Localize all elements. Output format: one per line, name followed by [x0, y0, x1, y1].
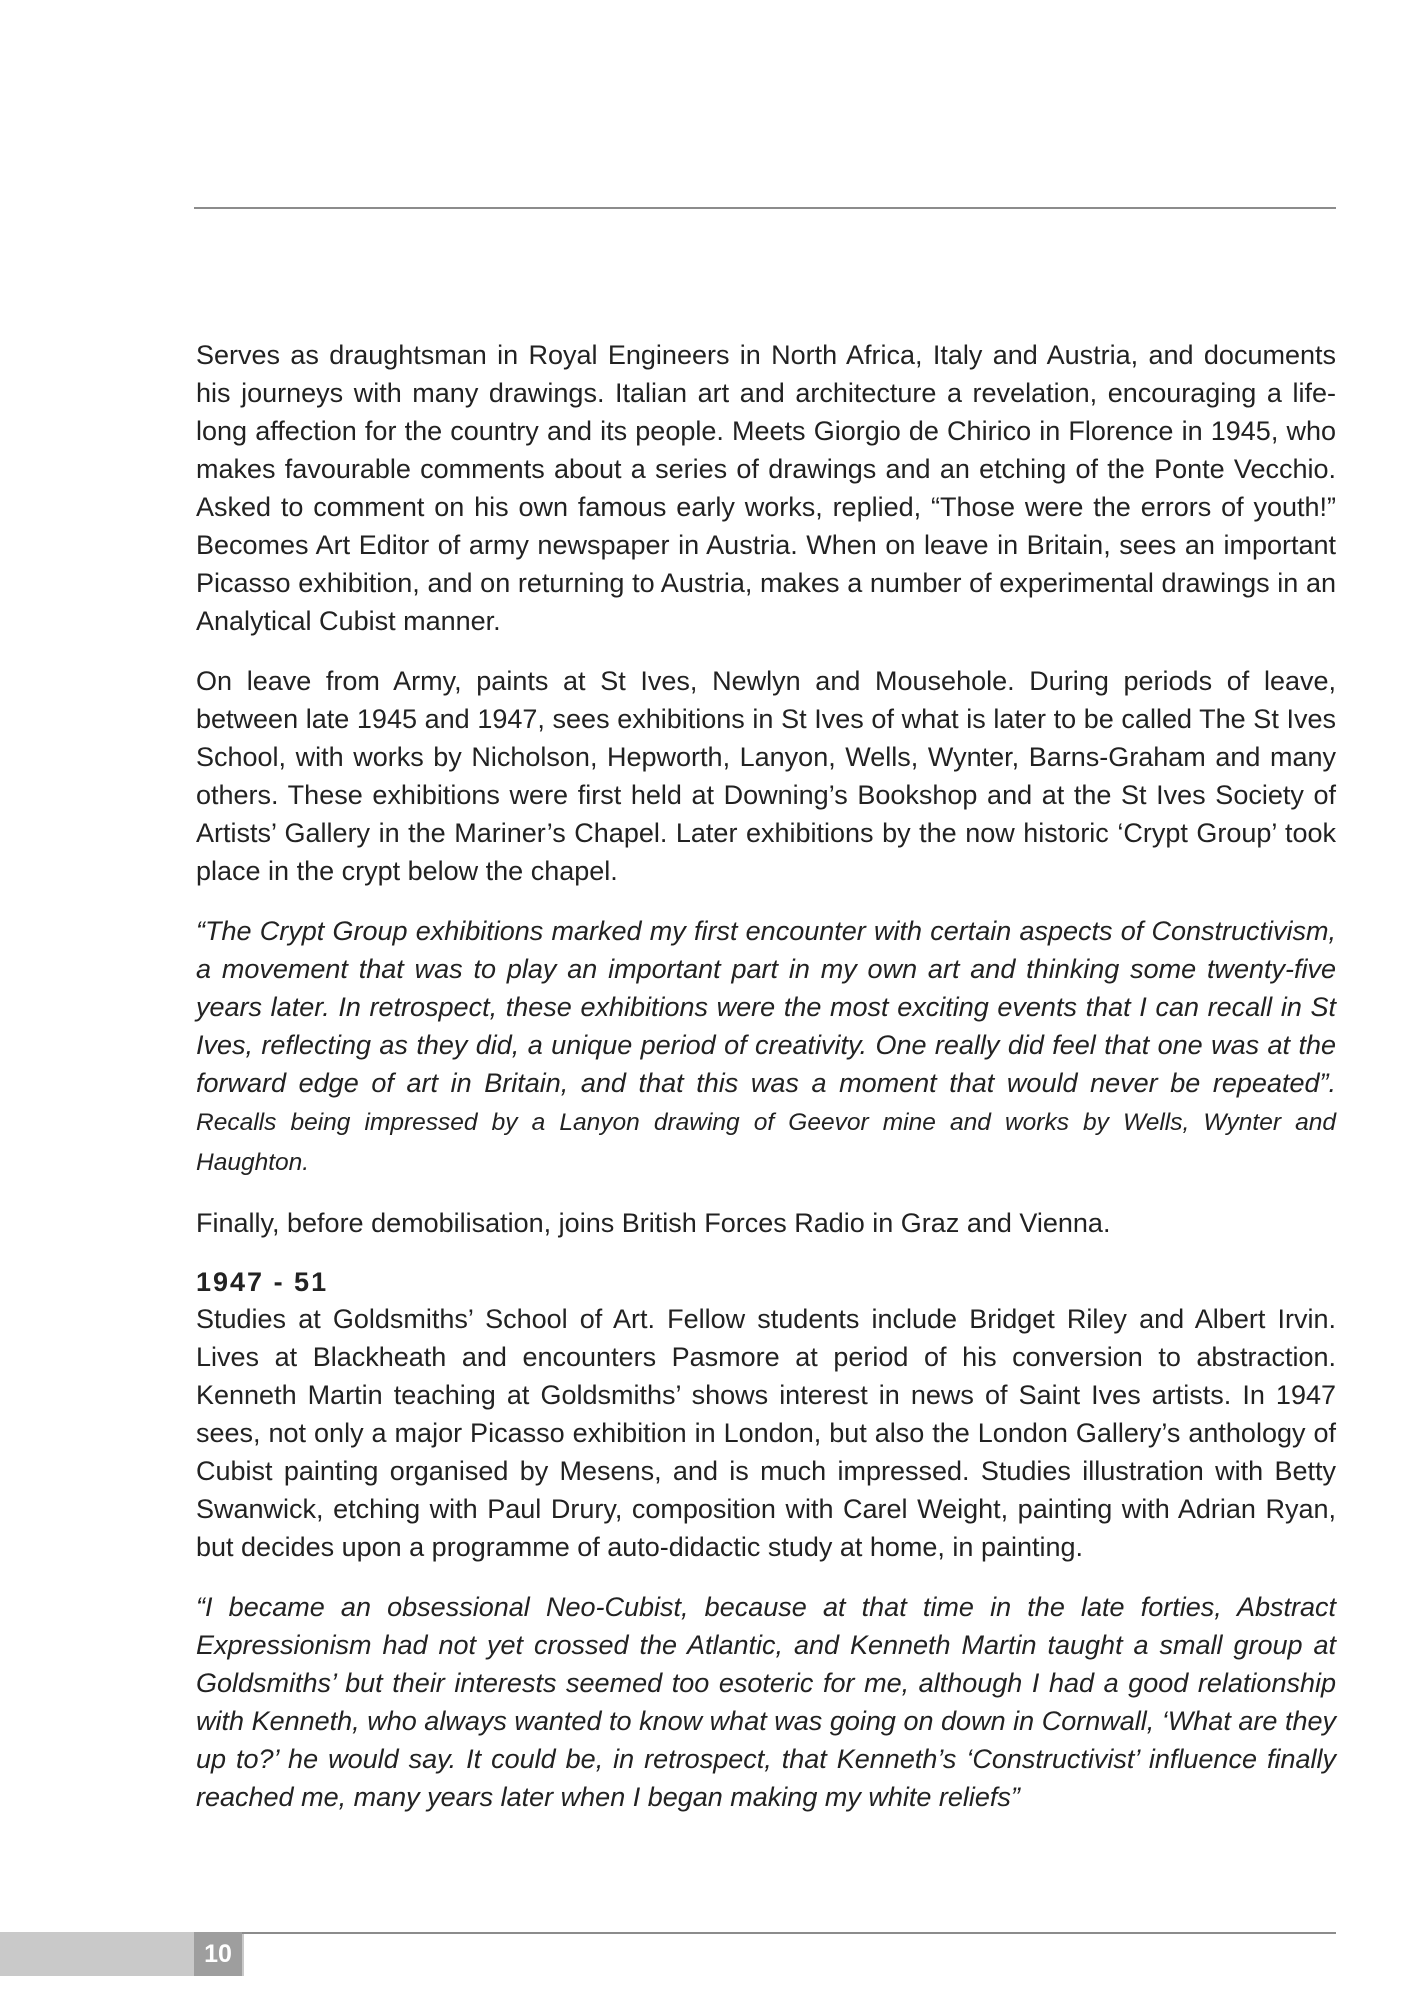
quote-crypt-group-note: Recalls being impressed by a Lanyon drawing of Geevor mine and works by Wells, Wynter and Haughton.: [196, 1109, 1336, 1176]
footer-rule: [194, 1932, 1336, 1934]
section-heading-1947-51: 1947 - 51: [196, 1267, 329, 1297]
page-number: 10: [194, 1932, 242, 1976]
quote-crypt-group-text: “The Crypt Group exhibitions marked my first encounter with certain aspects of Constructivism, a movement that was to play an important part in my own art and thinking some twenty-five years later. In retrospect, these exhibitions were the most exciting events that I can recall in St Ives, reflecting as they did, a unique period of creativity. One really did feel that one was at the forward edge of art in Britain, and that this was a moment that would never be repeated”.: [196, 916, 1336, 1098]
paragraph-goldsmiths: Studies at Goldsmiths’ School of Art. Fellow students include Bridget Riley and Albert Irvin. Lives at Blackheath and encounters Pasmore at period of his conversion to abstraction. Kenneth Martin teaching at Goldsmiths’ shows interest in news of Saint Ives artists. In 1947 sees, not only a major Picasso exhibition in London, but also the London Gallery’s anthology of Cubist painting organised by Mesens, and is much impressed. Studies illustration with Betty Swanwick, etching with Paul Drury, composition with Carel Weight, painting with Adrian Ryan, but decides upon a programme of auto-didactic study at home, in painting.: [196, 1304, 1336, 1562]
header-rule: [194, 207, 1336, 209]
quote-neo-cubist: “I became an obsessional Neo-Cubist, because at that time in the late forties, Abstract Expressionism had not yet crossed the Atlantic, and Kenneth Martin taught a small group at Goldsmiths’ but their interests seemed too esoteric for me, although I had a good relationship with Kenneth, who always wanted to know what was going on down in Cornwall, ‘What are they up to?’ he would say. It could be, in retrospect, that Kenneth’s ‘Constructivist’ influence finally reached me, many years later when I began making my white reliefs”: [196, 1592, 1336, 1812]
paragraph-st-ives-leave: On leave from Army, paints at St Ives, Newlyn and Mousehole. During periods of leave, between late 1945 and 1947, sees exhibitions in St Ives of what is later to be called The St Ives School, with works by Nicholson, Hepworth, Lanyon, Wells, Wynter, Barns-Graham and many others. These exhibitions were first held at Downing’s Bookshop and at the St Ives Society of Artists’ Gallery in the Mariner’s Chapel. Later exhibitions by the now historic ‘Crypt Group’ took place in the crypt below the chapel.: [196, 666, 1336, 886]
paragraph-demobilisation: Finally, before demobilisation, joins British Forces Radio in Graz and Vienna.: [196, 1208, 1111, 1238]
page-body: [196, 336, 1336, 1838]
paragraph-war-service: Serves as draughtsman in Royal Engineers in North Africa, Italy and Austria, and documents his journeys with many drawings. Italian art and architecture a revelation, encouraging a life-long affection for the country and its people. Meets Giorgio de Chirico in Florence in 1945, who makes favourable comments about a series of drawings and an etching of the Ponte Vecchio. Asked to comment on his own famous early works, replied, “Those were the errors of youth!” Becomes Art Editor of army newspaper in Austria. When on leave in Britain, sees an important Picasso exhibition, and on returning to Austria, makes a number of experimental drawings in an Analytical Cubist manner.: [196, 340, 1336, 636]
quote-crypt-group: [196, 912, 1336, 1182]
